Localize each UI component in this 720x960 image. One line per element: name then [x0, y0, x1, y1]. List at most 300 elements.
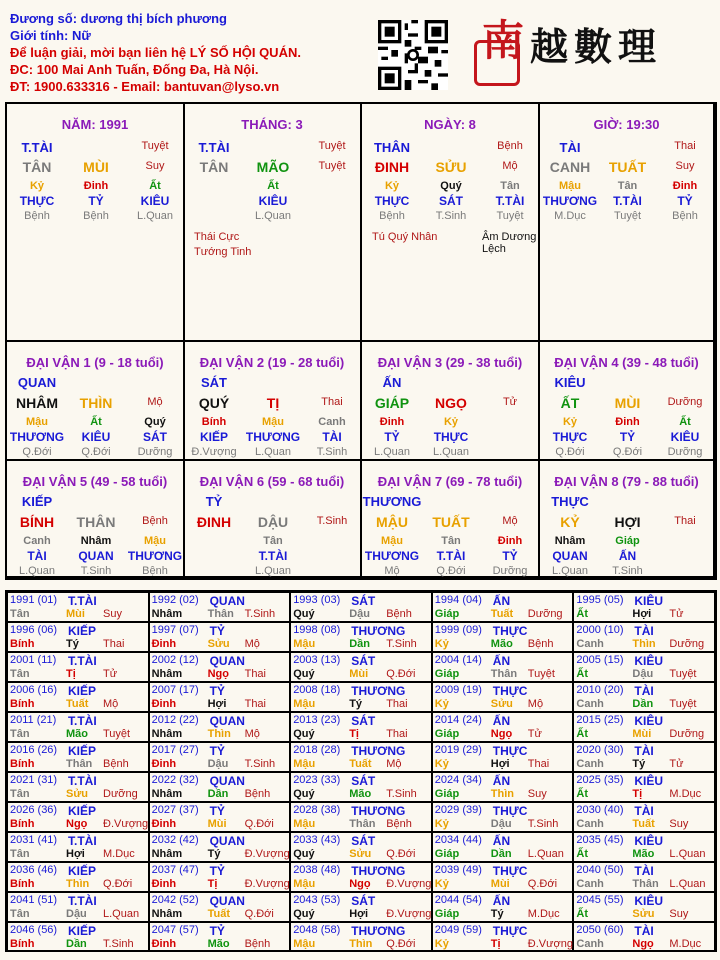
year-stage: Dưỡng: [669, 638, 705, 650]
cell-title: ĐẠI VẬN 8 (79 - 88 tuổi): [554, 474, 699, 489]
heavenly-stem: BÍNH: [19, 514, 55, 530]
year-cell: [290, 592, 432, 622]
hidden-stem: Mậu: [144, 535, 166, 547]
year-label: 2035 (45): [576, 834, 624, 846]
year-stage: Mộ: [244, 728, 260, 740]
hidden-god: THƯƠNG: [364, 549, 420, 563]
year-stem: Canh: [576, 698, 604, 710]
year-branch: Ngọ: [207, 668, 229, 680]
earthly-branch: SỬU: [435, 159, 467, 175]
year-label: 2049 (59): [434, 924, 482, 936]
life-stage: Mộ: [147, 396, 163, 408]
year-branch: Ngọ: [632, 938, 654, 950]
year-cell: [432, 922, 574, 952]
year-stem: Nhâm: [151, 848, 183, 860]
year-label: 2004 (14): [434, 654, 482, 666]
year-god: TÀI: [634, 624, 654, 638]
year-cell: [432, 592, 574, 622]
year-label: 2019 (29): [434, 744, 482, 756]
ten-god-label: TÀI: [559, 140, 581, 155]
hidden-stage: L.Quan: [373, 446, 411, 458]
year-god: THƯƠNG: [351, 624, 406, 638]
year-stage: Thai: [244, 698, 266, 710]
year-label: 2014 (24): [434, 714, 482, 726]
heavenly-stem: ĐINH: [196, 514, 232, 530]
year-god: QUAN: [209, 654, 245, 668]
year-branch: Dậu: [490, 818, 512, 830]
year-stage: Tuyệt: [669, 698, 697, 710]
year-god: T.TÀI: [68, 714, 97, 728]
year-stage: Tuyệt: [527, 668, 555, 680]
hidden-stage: M.Dục: [554, 210, 586, 222]
year-branch: Tị: [207, 878, 218, 890]
ten-god-label: T.TÀI: [198, 140, 230, 155]
year-god: THỰC: [492, 684, 528, 698]
year-cell: [149, 742, 291, 772]
year-stage: Tử: [527, 728, 542, 740]
year-god: THỰC: [492, 624, 528, 638]
year-stage: Dưỡng: [669, 728, 705, 740]
year-god: T.TÀI: [68, 774, 97, 788]
cell-title: THÁNG: 3: [241, 117, 303, 132]
year-stem: Canh: [576, 758, 604, 770]
year-cell: [573, 682, 715, 712]
hidden-god: KIÊU: [140, 194, 170, 208]
year-cell: [573, 772, 715, 802]
heavenly-stem: ĐINH: [374, 159, 410, 175]
year-cell: [7, 592, 149, 622]
pillar-cell: [540, 104, 715, 342]
year-stem: Đinh: [151, 638, 177, 650]
year-god: TÀI: [634, 864, 654, 878]
year-cell: [432, 802, 574, 832]
year-label: 2033 (43): [293, 834, 341, 846]
year-label: 2039 (49): [434, 864, 482, 876]
year-cell: [290, 682, 432, 712]
year-cell: [149, 922, 291, 952]
year-branch: Sửu: [66, 788, 89, 800]
year-stem: Quý: [293, 848, 315, 860]
life-stage: Suy: [145, 160, 165, 172]
year-stage: T.Sinh: [103, 938, 134, 950]
cell-title: ĐẠI VẬN 6 (59 - 68 tuổi): [199, 474, 345, 489]
hidden-god: THỰC: [433, 430, 469, 444]
cell-title: ĐẠI VẬN 4 (39 - 48 tuổi): [554, 355, 699, 370]
year-god: QUAN: [209, 774, 245, 788]
year-label: 2025 (35): [576, 774, 624, 786]
year-stem: Quý: [293, 668, 315, 680]
pillar-cell: [184, 104, 362, 342]
year-god: THỰC: [492, 924, 528, 938]
year-label: 2042 (52): [151, 894, 199, 906]
year-cell: [573, 712, 715, 742]
hidden-god: TÀI: [27, 549, 47, 563]
year-stem: Nhâm: [151, 668, 183, 680]
annual-luck-table: [5, 590, 717, 952]
dai-van-cell: [7, 342, 185, 461]
year-cell: [432, 832, 574, 862]
year-branch: Tị: [632, 788, 643, 800]
year-cell: [432, 712, 574, 742]
life-stage: T.Sinh: [316, 515, 348, 527]
hidden-stem: Kỷ: [384, 180, 400, 192]
year-branch: Hợi: [349, 908, 369, 920]
year-stage: Mộ: [386, 758, 402, 770]
year-stage: T.Sinh: [386, 788, 417, 800]
year-stem: Nhâm: [151, 608, 183, 620]
year-label: 2032 (42): [151, 834, 199, 846]
year-label: 2018 (28): [293, 744, 341, 756]
year-branch: Thân: [66, 758, 93, 770]
year-god: ẤN: [492, 894, 511, 908]
ten-god-label: ẤN: [382, 375, 402, 390]
hidden-stem: Tân: [617, 180, 638, 192]
year-stage: Mộ: [527, 698, 544, 710]
year-god: THƯƠNG: [351, 864, 406, 878]
year-label: 2009 (19): [434, 684, 482, 696]
year-cell: [7, 832, 149, 862]
ten-god-label: THÂN: [373, 140, 411, 155]
shensha-note: Âm Dương Lệch: [482, 231, 537, 255]
year-branch: Dần: [207, 788, 229, 800]
year-stem: Nhâm: [151, 728, 183, 740]
year-cell: [149, 772, 291, 802]
year-branch: Thìn: [349, 938, 373, 950]
hidden-stem: Canh: [23, 535, 51, 547]
year-stage: M.Dục: [103, 848, 135, 860]
year-label: 2000 (10): [576, 624, 624, 636]
hidden-god: THƯƠNG: [542, 194, 598, 208]
year-cell: [149, 802, 291, 832]
contact-line: Để luận giải, mời bạn liên hệ LÝ SỐ HỘI QUÁN.: [10, 45, 301, 60]
hidden-stage: L.Quan: [432, 446, 470, 458]
dai-van-cell: [540, 342, 715, 461]
year-cell: [7, 622, 149, 652]
year-cell: [573, 622, 715, 652]
year-branch: Tý: [632, 758, 646, 770]
hidden-god: KIÊU: [258, 194, 288, 208]
year-branch: Thân: [349, 818, 376, 830]
year-stem: Đinh: [151, 818, 177, 830]
year-stage: Đ.Vượng: [244, 878, 290, 890]
life-stage: Thai: [674, 515, 696, 527]
hidden-stem: Canh: [318, 416, 346, 428]
year-cell: [573, 652, 715, 682]
year-god: TỶ: [209, 684, 225, 698]
year-label: 2031 (41): [10, 834, 58, 846]
year-stem: Quý: [293, 908, 315, 920]
year-label: 2030 (40): [576, 804, 624, 816]
year-stage: Đ.Vượng: [386, 908, 432, 920]
hidden-stem: Mậu: [26, 416, 48, 428]
dai-van-cell: [7, 461, 185, 578]
year-branch: Sửu: [349, 848, 372, 860]
bazi-chart: [5, 102, 717, 580]
hidden-stage: L.Quan: [136, 210, 174, 222]
dai-van-cell: [362, 461, 540, 578]
ten-god-label: THỰC: [551, 494, 589, 509]
year-stage: Suy: [103, 608, 122, 620]
year-label: 2012 (22): [151, 714, 199, 726]
hidden-stage: T.Sinh: [316, 446, 348, 458]
year-stem: Ất: [576, 608, 588, 620]
year-stem: Giáp: [434, 908, 460, 920]
year-stage: Tử: [669, 608, 684, 620]
hidden-stage: Mộ: [384, 565, 400, 577]
year-god: KIÊU: [634, 774, 664, 788]
year-god: THƯƠNG: [351, 684, 406, 698]
year-cell: [7, 862, 149, 892]
year-god: QUAN: [209, 894, 245, 908]
earthly-branch: MÙI: [614, 395, 641, 411]
year-branch: Dần: [66, 938, 87, 950]
hidden-stage: Dưỡng: [667, 446, 703, 458]
year-label: 2003 (13): [293, 654, 341, 666]
year-stage: Thai: [386, 698, 408, 710]
cell-title: ĐẠI VẬN 2 (19 - 28 tuổi): [199, 355, 345, 370]
year-label: 2040 (50): [576, 864, 624, 876]
earthly-branch: MÃO: [256, 159, 290, 175]
star-label: Tuyệt: [318, 140, 346, 152]
year-stem: Đinh: [151, 878, 177, 890]
hidden-stage: Bệnh: [142, 565, 168, 577]
year-stage: M.Dục: [669, 938, 702, 950]
hidden-god: TÀI: [322, 430, 342, 444]
hidden-god: THỰC: [552, 430, 588, 444]
heavenly-stem: QUÝ: [198, 395, 230, 411]
hidden-stem: Ất: [90, 416, 102, 428]
hidden-stem: Tân: [500, 180, 520, 192]
year-god: KIẾP: [68, 624, 97, 638]
year-stem: Mậu: [293, 938, 316, 950]
hidden-stage: Bệnh: [379, 210, 405, 222]
year-label: 2001 (11): [10, 654, 57, 666]
year-stage: Thai: [527, 758, 550, 770]
ten-god-label: THƯƠNG: [362, 494, 422, 509]
year-cell: [149, 682, 291, 712]
year-stem: Kỷ: [434, 878, 449, 890]
year-god: QUAN: [209, 714, 245, 728]
hidden-stage: Q.Đới: [436, 565, 466, 577]
life-stage: Tuyệt: [318, 160, 346, 172]
year-cell: [7, 652, 149, 682]
year-stage: Q.Đới: [386, 848, 416, 860]
year-god: T.TÀI: [68, 654, 97, 668]
hidden-stage: Bệnh: [24, 210, 50, 222]
year-label: 1992 (02): [151, 594, 199, 606]
year-stage: L.Quan: [669, 878, 706, 890]
year-branch: Tị: [66, 668, 76, 680]
hidden-stage: Bệnh: [672, 210, 698, 222]
year-label: 2050 (60): [576, 924, 624, 936]
earthly-branch: TUẤT: [432, 514, 470, 530]
year-cell: [573, 862, 715, 892]
year-label: 1996 (06): [10, 624, 58, 636]
life-stage: Bệnh: [142, 515, 168, 527]
year-branch: Ngọ: [490, 728, 513, 740]
year-cell: [432, 682, 574, 712]
year-god: KIẾP: [68, 744, 97, 758]
gender: Giới tính: Nữ: [10, 28, 91, 43]
year-cell: [7, 712, 149, 742]
year-stage: Tuyệt: [669, 668, 697, 680]
year-stem: Ất: [576, 908, 588, 920]
year-god: TÀI: [634, 924, 654, 938]
year-stage: Bệnh: [386, 608, 412, 620]
year-stem: Canh: [576, 878, 604, 890]
brand-logo: 越數理: [530, 24, 663, 69]
year-cell: [290, 622, 432, 652]
hidden-god: T.TÀI: [495, 194, 525, 208]
year-branch: Sửu: [207, 638, 230, 650]
year-label: 2026 (36): [10, 804, 58, 816]
year-label: 2005 (15): [576, 654, 624, 666]
year-stem: Đinh: [151, 758, 177, 770]
ten-god-label: KIÊU: [554, 375, 586, 390]
cell-title: ĐẠI VẬN 3 (29 - 38 tuổi): [377, 355, 523, 370]
year-god: T.TÀI: [68, 594, 97, 608]
ten-god-label: T.TÀI: [21, 140, 53, 155]
hidden-god: T.TÀI: [613, 194, 642, 208]
year-cell: [7, 922, 149, 952]
hidden-stem: Tân: [441, 535, 461, 547]
year-stem: Mậu: [293, 878, 316, 890]
year-cell: [7, 682, 149, 712]
year-stem: Kỷ: [434, 818, 449, 830]
year-stage: Đ.Vượng: [244, 848, 290, 860]
dai-van-cell: [184, 461, 362, 578]
year-god: ẤN: [492, 714, 511, 728]
year-cell: [149, 862, 291, 892]
year-god: KIÊU: [634, 714, 664, 728]
shensha-note: Thái Cực: [194, 231, 240, 243]
year-label: 1991 (01): [10, 594, 58, 606]
year-god: ẤN: [492, 594, 511, 608]
year-stem: Giáp: [434, 668, 460, 680]
earthly-branch: TỊ: [266, 395, 280, 411]
year-label: 2006 (16): [10, 684, 58, 696]
year-branch: Tuất: [207, 908, 230, 920]
year-branch: Dậu: [632, 668, 654, 680]
year-branch: Ngọ: [349, 878, 371, 890]
hidden-stage: L.Quan: [254, 446, 292, 458]
life-stage: Mộ: [502, 515, 518, 527]
hidden-stem: Ất: [679, 416, 691, 428]
year-god: TÀI: [634, 804, 654, 818]
year-stage: Bệnh: [386, 818, 412, 830]
heavenly-stem: CANH: [549, 159, 591, 175]
year-stage: Mộ: [103, 698, 119, 710]
year-cell: [432, 652, 574, 682]
year-cell: [149, 622, 291, 652]
year-branch: Thân: [490, 668, 518, 680]
year-stage: T.Sinh: [244, 758, 276, 770]
hidden-god: QUAN: [78, 549, 114, 563]
hidden-stage: L.Quan: [551, 565, 589, 577]
year-label: 2007 (17): [151, 684, 199, 696]
owner-name: Đương số: dương thị bích phương: [10, 11, 227, 26]
year-branch: Mùi: [207, 818, 227, 830]
year-stem: Bính: [10, 638, 35, 650]
year-stage: Dưỡng: [103, 788, 138, 800]
hidden-stem: Tân: [263, 535, 283, 547]
year-branch: Thân: [207, 608, 234, 620]
year-stem: Quý: [293, 608, 315, 620]
year-stem: Quý: [293, 728, 315, 740]
year-branch: Tý: [207, 848, 221, 860]
year-god: TÀI: [634, 744, 654, 758]
year-stage: M.Dục: [527, 908, 560, 920]
year-cell: [7, 772, 149, 802]
hidden-god: T.TÀI: [258, 549, 288, 563]
year-stem: Nhâm: [151, 788, 183, 800]
hidden-stem: Kỷ: [562, 416, 578, 428]
year-stage: Đ.Vượng: [386, 878, 432, 890]
hidden-stage: T.Sinh: [612, 565, 643, 577]
year-stage: Suy: [669, 908, 689, 920]
year-stem: Đinh: [151, 698, 177, 710]
year-stage: L.Quan: [669, 848, 706, 860]
ten-god-label: SÁT: [201, 375, 227, 390]
year-stem: Ất: [576, 788, 588, 800]
year-stem: Ất: [576, 728, 588, 740]
year-label: 2023 (33): [293, 774, 341, 786]
year-stage: Q.Đới: [244, 908, 274, 920]
hidden-stage: Bệnh: [83, 210, 109, 222]
year-stage: Suy: [527, 788, 547, 800]
year-branch: Hợi: [207, 698, 227, 710]
year-cell: [149, 592, 291, 622]
hidden-stage: L.Quan: [18, 565, 56, 577]
year-label: 2017 (27): [151, 744, 199, 756]
earthly-branch: MÙI: [83, 159, 109, 175]
year-stem: Tân: [10, 608, 30, 620]
year-stage: Bệnh: [244, 938, 271, 950]
year-branch: Dậu: [207, 758, 229, 770]
hidden-stem: Kỷ: [443, 416, 459, 428]
year-label: 2027 (37): [151, 804, 199, 816]
year-stage: Suy: [669, 818, 689, 830]
cell-title: ĐẠI VẬN 1 (9 - 18 tuổi): [26, 355, 164, 370]
year-god: THƯƠNG: [351, 804, 406, 818]
hidden-god: TỶ: [88, 194, 104, 208]
year-label: 2016 (26): [10, 744, 58, 756]
hidden-god: KIÊU: [81, 430, 111, 444]
hidden-stem: Quý: [144, 416, 166, 428]
year-branch: Tuất: [349, 758, 372, 770]
year-god: ẤN: [492, 834, 511, 848]
year-god: KIÊU: [634, 894, 664, 908]
hidden-stage: Q.Đới: [612, 446, 643, 458]
cell-title: NGÀY: 8: [424, 117, 476, 132]
year-stem: Kỷ: [434, 758, 449, 770]
year-stem: Mậu: [293, 818, 316, 830]
hidden-stage: Đ.Vượng: [191, 446, 237, 458]
hidden-stem: Nhâm: [80, 535, 112, 547]
year-stage: M.Dục: [669, 788, 702, 800]
year-branch: Mão: [632, 848, 655, 860]
hidden-god: TỶ: [677, 194, 693, 208]
year-stage: Tuyệt: [103, 728, 131, 740]
year-stage: Bệnh: [527, 638, 554, 650]
year-cell: [149, 892, 291, 922]
year-god: ẤN: [492, 654, 511, 668]
star-label: Bệnh: [497, 140, 523, 152]
year-branch: Tý: [66, 638, 79, 650]
year-branch: Tị: [490, 938, 501, 950]
dai-van-cell: [184, 342, 362, 461]
hidden-stage: Dưỡng: [492, 565, 528, 577]
